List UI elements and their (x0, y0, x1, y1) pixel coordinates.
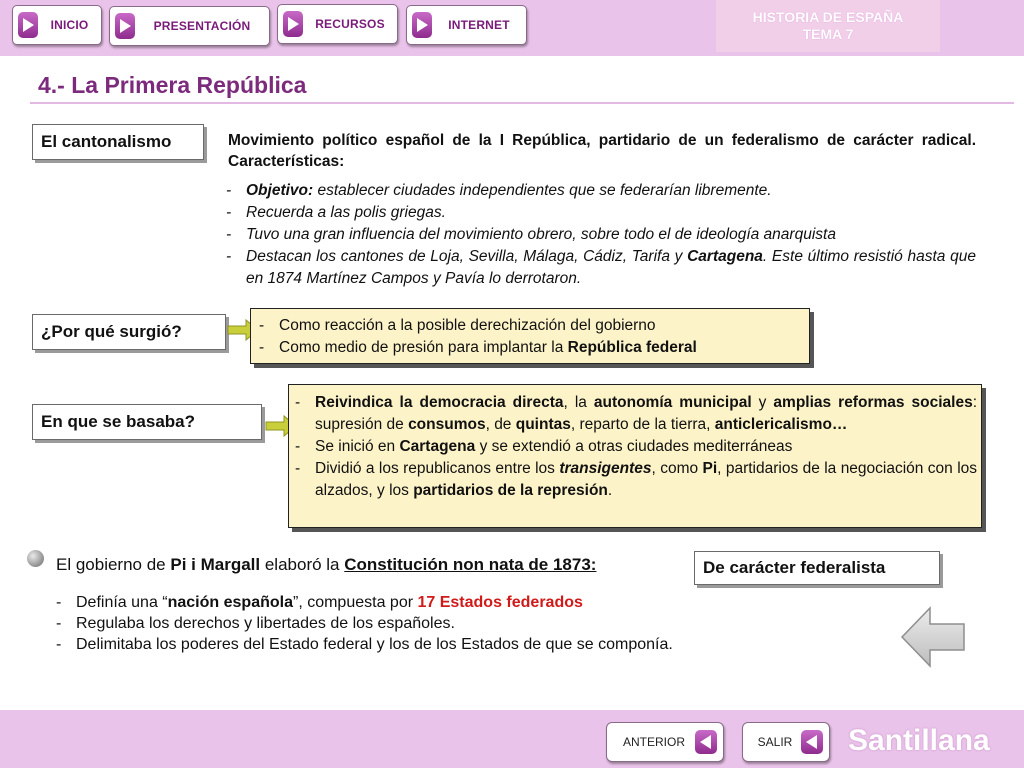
course-title: HISTORIA DE ESPAÑA (752, 9, 904, 25)
play-icon (283, 11, 303, 37)
federalista-label-text: De carácter federalista (703, 558, 886, 577)
gobierno-sentence (56, 555, 596, 575)
list-item-text: Como reacción a la posible derechización del gobierno (279, 317, 656, 334)
text: ”, compuesta por (292, 594, 418, 611)
basaba-label (32, 404, 262, 440)
list-item (259, 337, 801, 359)
text: Delimitaba los poderes del Estado federal y los de los Estados de que se componía. (76, 636, 673, 653)
por-que-label (32, 314, 226, 350)
nav-recursos-label: RECURSOS (315, 17, 385, 31)
cantonalismo-intro: Movimiento político español de la I República, partidario de un federalismo de carácter radical. Características: (228, 132, 976, 170)
nav-presentacion-button[interactable] (109, 6, 270, 46)
basaba-label-text: En que se basaba? (41, 412, 195, 431)
back-arrow-icon[interactable] (900, 604, 966, 670)
emphasis: Pi (702, 460, 718, 477)
anterior-label: ANTERIOR (622, 735, 685, 749)
salir-label: SALIR (757, 735, 793, 749)
list-item-text: Destacan los cantones de Loja, Sevilla, Málaga, Cádiz, Tarifa y (246, 248, 688, 265)
text: . (607, 482, 613, 499)
emphasis: anticlericalismo… (714, 416, 848, 433)
bottom-bar (0, 710, 1024, 768)
cantonalismo-label-text: El cantonalismo (41, 132, 172, 151)
republica-federal-emphasis: República federal (567, 339, 697, 356)
list-item (295, 436, 977, 458)
cantonalismo-list (226, 180, 976, 290)
text: Regulaba los derechos y libertades de los españoles. (76, 615, 455, 632)
salir-button[interactable] (742, 722, 830, 762)
course-unit: TEMA 7 (802, 26, 854, 42)
list-item (226, 246, 976, 290)
cartagena-emphasis: Cartagena (687, 248, 763, 265)
por-que-label-text: ¿Por qué surgió? (41, 322, 182, 341)
page-title: 4.- La Primera República (38, 72, 307, 98)
list-item-text: Tuvo una gran influencia del movimiento obrero, sobre todo el de ideología anarquista (246, 226, 836, 243)
federalista-label (694, 551, 940, 585)
cantonalismo-label (32, 124, 204, 160)
list-item (56, 634, 696, 655)
emphasis: Cartagena (399, 438, 476, 455)
back-play-icon (801, 730, 823, 754)
constitucion-emphasis: Constitución non nata de 1873: (344, 555, 597, 574)
emphasis: quintas (515, 416, 571, 433)
bullet-dot-icon (27, 550, 44, 567)
text: Se inició en (315, 438, 400, 455)
text: , la (563, 394, 594, 411)
emphasis: Reivindica la democracia directa (315, 394, 564, 411)
list-item (295, 392, 977, 436)
list-item (226, 202, 976, 224)
emphasis: partidarios de la represión (413, 482, 608, 499)
basaba-list (295, 392, 977, 502)
emphasis: nación española (167, 594, 293, 611)
text: : supresión de (315, 394, 978, 433)
emphasis: consumos (408, 416, 486, 433)
objetivo-text: establecer ciudades independientes que se federarían libremente. (313, 182, 772, 199)
list-item (259, 315, 801, 337)
text: , reparto de la tierra, (570, 416, 715, 433)
title-divider (30, 102, 1014, 104)
anterior-button[interactable] (606, 722, 724, 762)
list-item-text: Como medio de presión para implantar la (279, 339, 568, 356)
text: , partidarios de la negociación con los alzados, y los (315, 460, 978, 499)
play-icon (412, 12, 432, 38)
basaba-box (288, 384, 982, 528)
nav-internet-label: INTERNET (448, 18, 510, 32)
objetivo-label: Objetivo: (246, 182, 314, 199)
text: Definía una “ (76, 594, 168, 611)
nav-inicio-button[interactable] (12, 5, 102, 45)
text: , como (651, 460, 703, 477)
top-nav-bar (0, 0, 1024, 56)
play-icon (18, 12, 38, 38)
por-que-box (250, 308, 810, 364)
nav-recursos-button[interactable] (277, 4, 398, 44)
text: elaboró la (260, 555, 345, 574)
course-title-box (716, 0, 940, 52)
list-item (56, 613, 696, 634)
nav-presentacion-label: PRESENTACIÓN (153, 19, 251, 33)
list-item (226, 224, 976, 246)
list-item (56, 592, 696, 613)
text: y (751, 394, 774, 411)
emphasis: transigentes (559, 460, 652, 477)
constitucion-list (56, 592, 696, 655)
publisher-logo: Santillana (848, 724, 990, 757)
list-item (295, 458, 977, 502)
text: El gobierno de (56, 555, 171, 574)
text: Dividió a los republicanos entre los (315, 460, 560, 477)
por-que-list (259, 315, 801, 359)
emphasis: autonomía municipal (593, 394, 752, 411)
emphasis: amplias reformas sociales (773, 394, 973, 411)
nav-inicio-label: INICIO (50, 18, 89, 32)
list-item-text: . Este último resistió hasta que en 1874 Martínez Campos y Pavía lo derrotaron. (246, 248, 976, 287)
pi-margall-emphasis: Pi i Margall (170, 555, 261, 574)
text: , de (485, 416, 516, 433)
play-icon (115, 13, 135, 39)
text: y se extendió a otras ciudades mediterráneas (475, 438, 793, 455)
list-item-text: Recuerda a las polis griegas. (246, 204, 446, 221)
estados-emphasis: 17 Estados federados (417, 594, 583, 611)
back-play-icon (695, 730, 717, 754)
nav-internet-button[interactable] (406, 5, 527, 45)
list-item (226, 180, 976, 202)
